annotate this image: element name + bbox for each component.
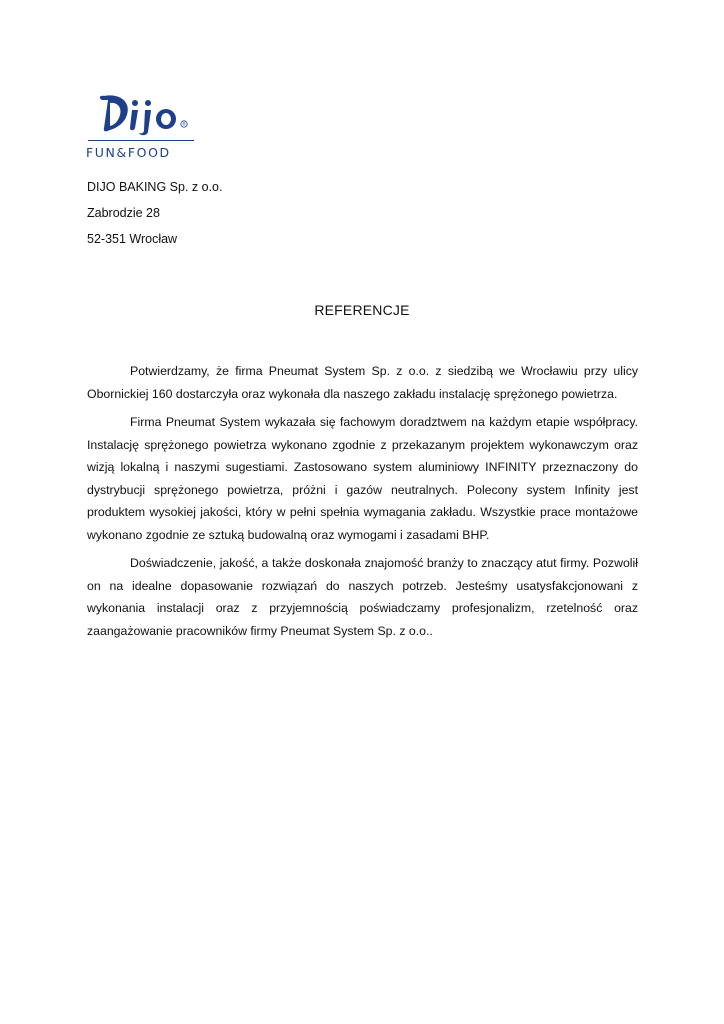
city-postcode: 52-351 Wrocław [87, 232, 178, 246]
paragraph: Firma Pneumat System wykazała się fachowym doradztwem na każdym etapie współpracy. Instalację sprężonego powietrza wykonano zgodnie z przekazanym projektem wykonawczym oraz wizją lokalną i naszymi sugestiami. Zastosowano system aluminiowy INFINITY przeznaczony do dystrybucji sprężonego powietrza, próżni i gazów neutralnych. Polecony system Infinity jest produktem wysokiej jakości, który w pełni spełnia wymagania zakładu. Wszystkie prace montażowe wykonano zgodnie ze sztuką budowalną oraz wymogami i zasadami BHP. [87, 415, 638, 542]
paragraph: Doświadczenie, jakość, a także doskonała znajomość branży to znaczący atut firmy. Pozwolił on na idealne dopasowanie rozwiązań do naszych potrzeb. Jesteśmy usatysfakcjonowani z wykonania instalacji oraz z przyjemnością poświadczamy profesjonalizm, rzetelność oraz zaangażowanie pracowników firmy Pneumat System Sp. z o.o.. [87, 556, 638, 638]
dijo-script-logo [94, 88, 194, 136]
company-logo [86, 88, 198, 168]
paragraph: Potwierdzamy, że firma Pneumat System Sp. z o.o. z siedzibą we Wrocławiu przy ulicy Obornickiej 160 dostarczyła oraz wykonała dla naszego zakładu instalację sprężonego powietrza. [87, 364, 638, 401]
sender-address [87, 174, 222, 252]
logo-tagline: FUN&FOOD [86, 145, 171, 160]
company-name: DIJO BAKING Sp. z o.o. [87, 180, 223, 194]
document-title: REFERENCJE [314, 302, 410, 318]
registered-mark: ® [181, 121, 187, 127]
logo-divider [88, 140, 194, 141]
street-address: Zabrodzie 28 [87, 206, 160, 220]
letter-body [87, 360, 638, 648]
